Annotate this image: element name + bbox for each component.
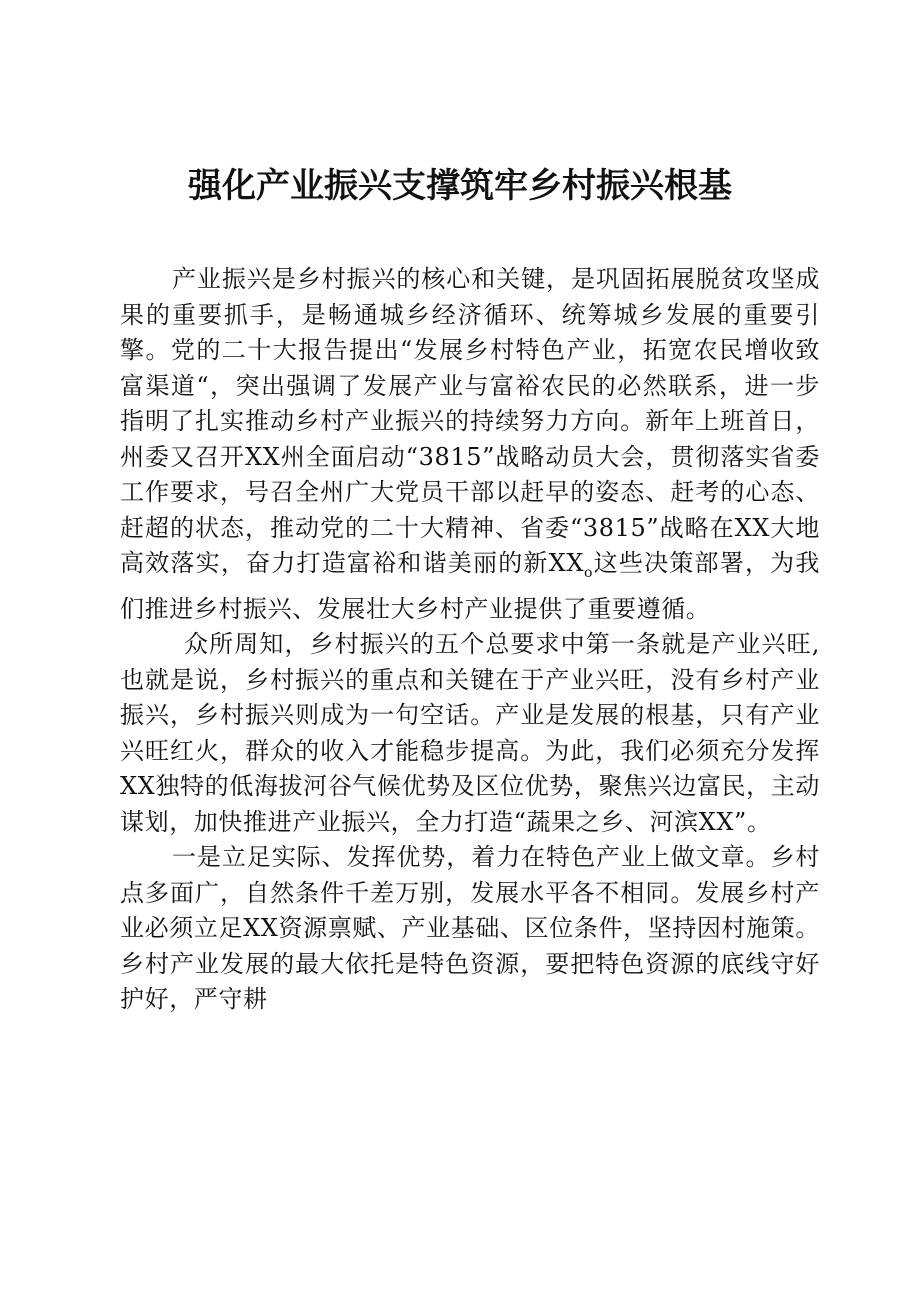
paragraph-2: 众所周知，乡村振兴的五个总要求中第一条就是产业兴旺,也就是说，乡村振兴的重点和关键在于产业兴旺，没有乡村产业振兴，乡村振兴则成为一句空话。产业是发展的根基，只有产业兴旺红火，群众的收入才能稳步提高。为此，我们必须充分发挥XX独特的低海拔河谷气候优势及区位优势，聚焦兴边富民，主动谋划，加快推进产业振兴，全力打造“蔬果之乡、河滨XX”。 [120,630,820,836]
document-title: 强化产业振兴支撑筑牢乡村振兴根基 [188,166,732,206]
paragraph-1-text-b: 这些决策部署，为我们推进乡村振兴、发展壮大乡村产业提供了重要遵循。 [120,549,820,623]
paragraph-1-text-a: 产业振兴是乡村振兴的核心和关键，是巩固拓展脱贫攻坚成果的重要抓手，是畅通城乡经济循环、统筹城乡发展的重要引擎。党的二十大报告提出“发展乡村特色产业，拓宽农民增收致富渠道“，突出强调了发展产业与富裕农民的必然联系，进一步指明了扎实推动乡村产业振兴的持续努力方向。新年上班首日，州委又召开XX州全面启动“3815”战略动员大会，贯彻落实省委工作要求，号召全州广大党员干部以赶早的姿态、赶考的心态、赶超的状态，推动党的二十大精神、省委“3815”战略在XX大地高效落实，奋力打造富裕和谐美丽的新XX [120,265,820,577]
document-body [120,262,820,1018]
paragraph-1 [120,262,820,627]
paragraph-1-subscript: o [584,565,594,581]
paragraph-3: 一是立足实际、发挥优势，着力在特色产业上做文章。乡村点多面广，自然条件千差万别，发展水平各不相同。发展乡村产业必须立足XX资源禀赋、产业基础、区位条件，坚持因村施策。乡村产业发展的最大依托是特色资源，要把特色资源的底线守好护好，严守耕 [120,843,820,1013]
